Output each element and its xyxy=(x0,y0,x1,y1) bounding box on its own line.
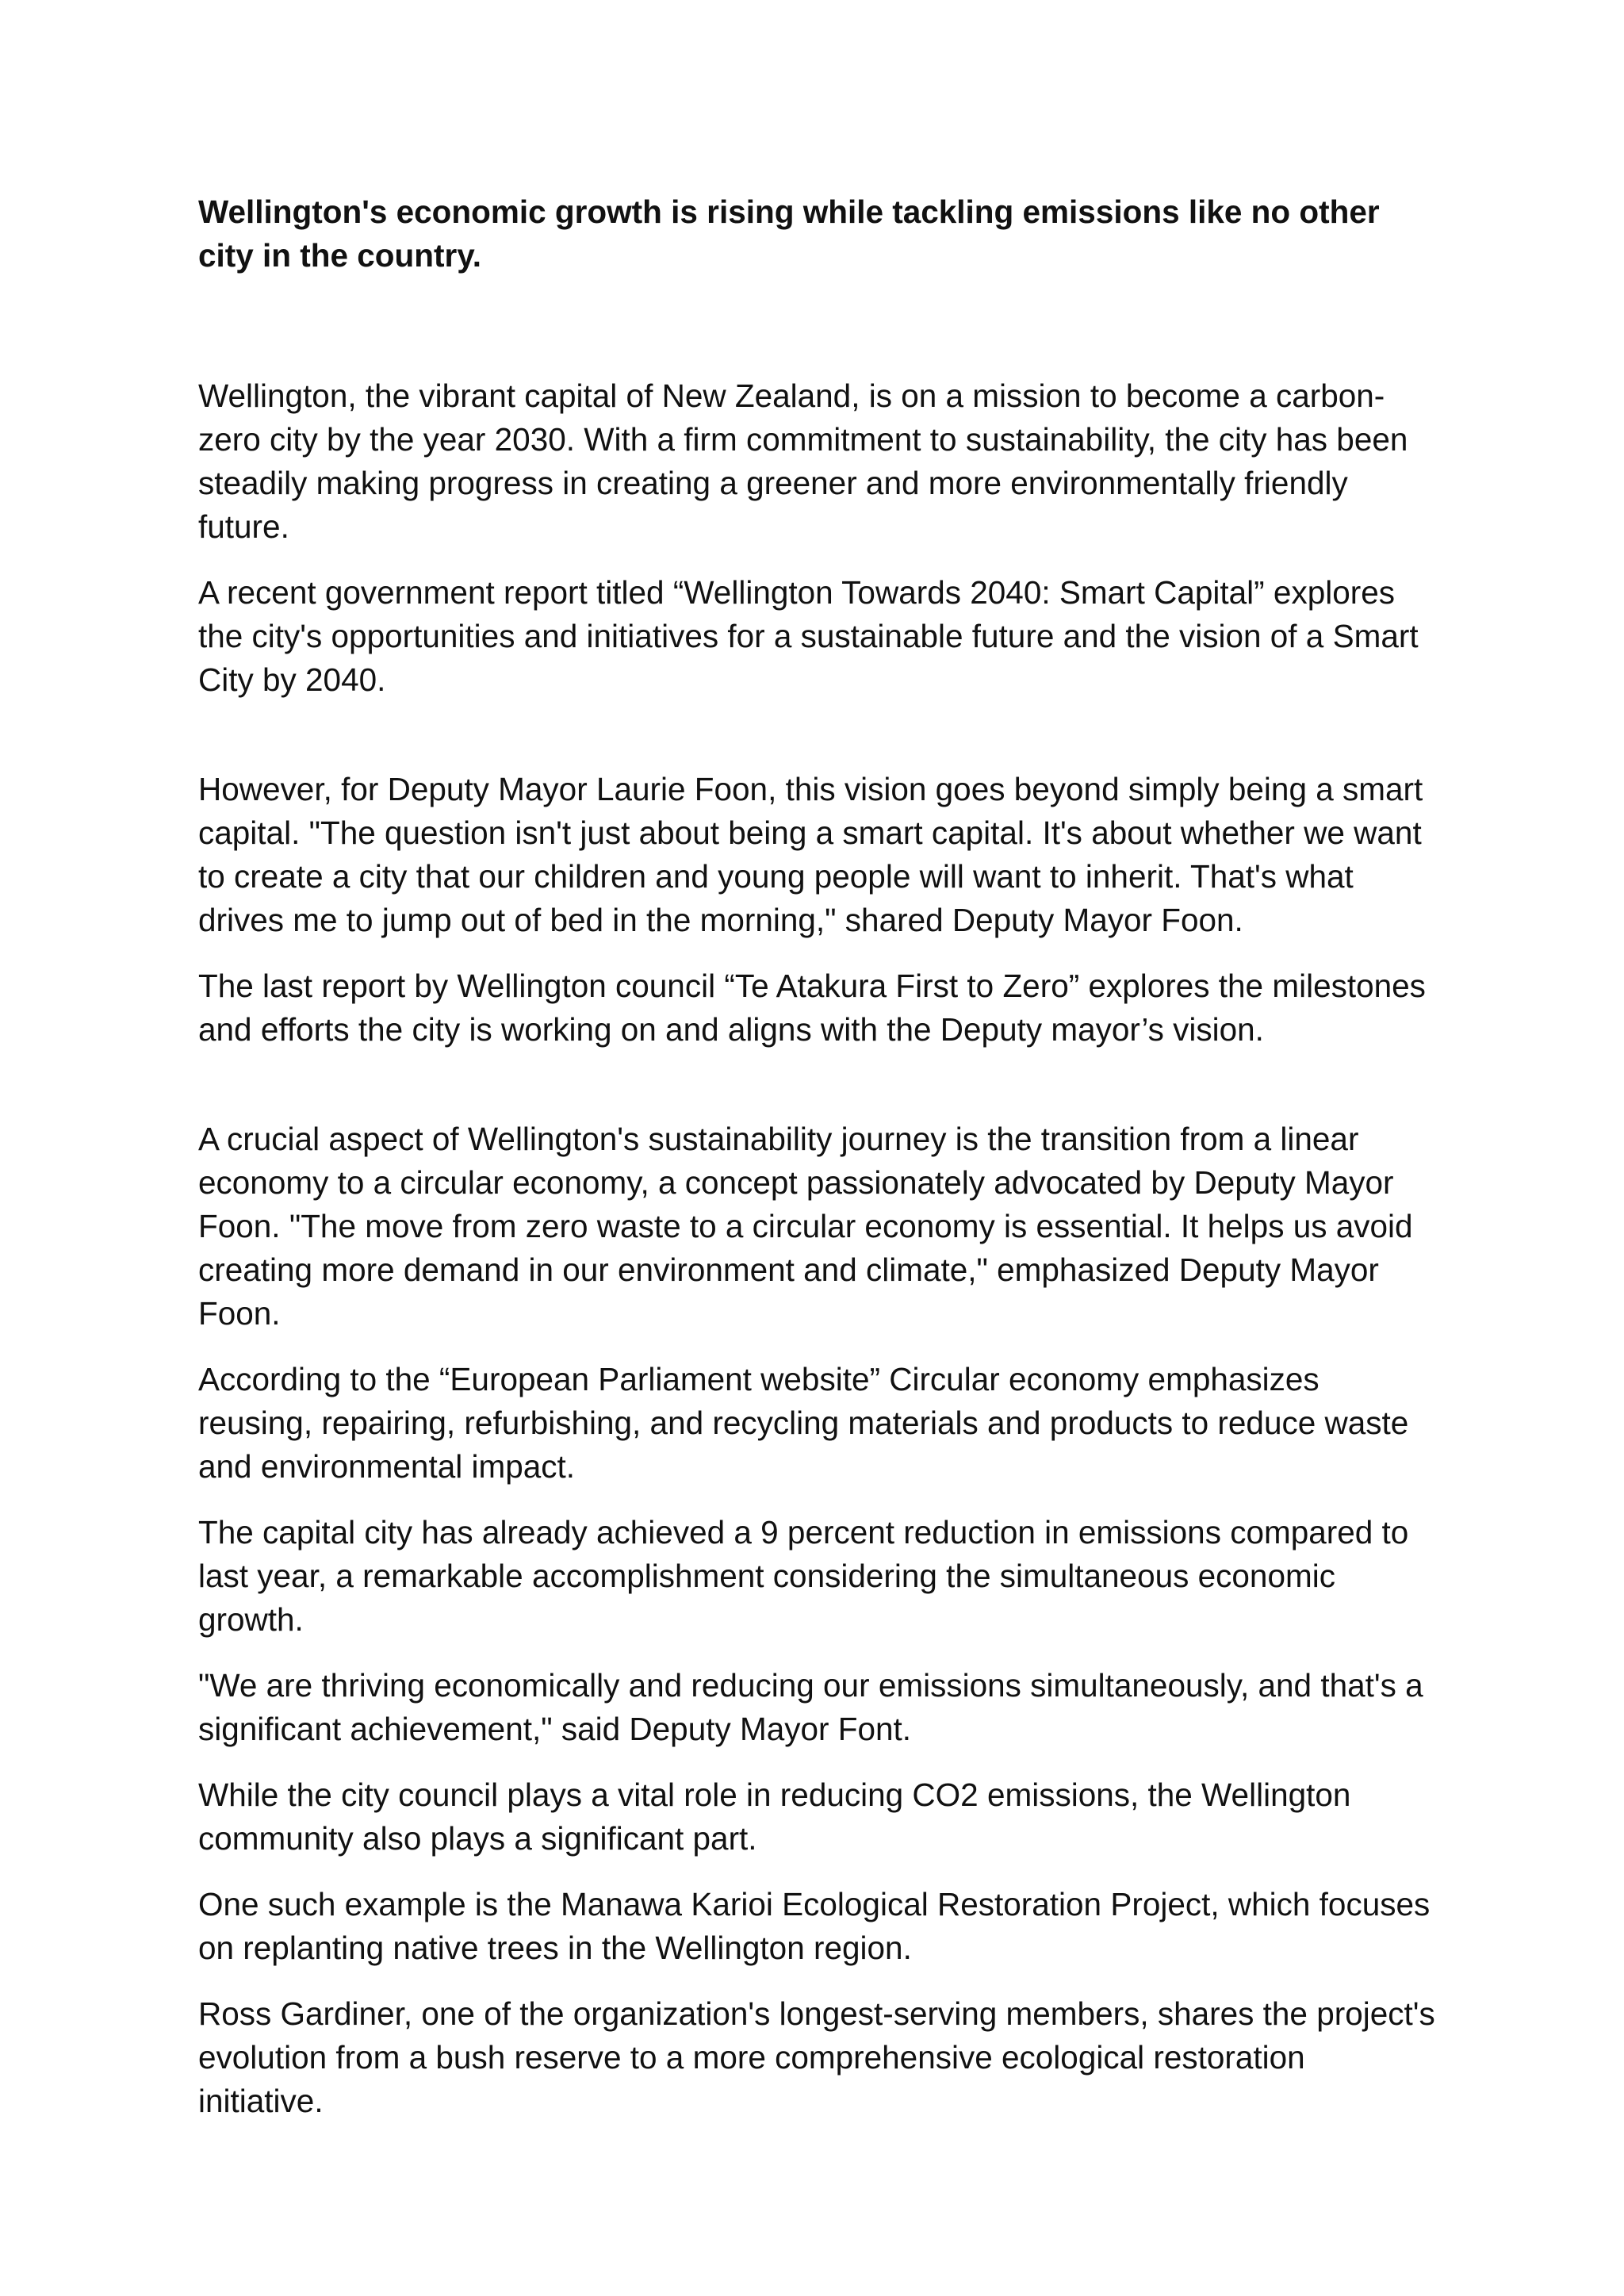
article-headline: Wellington's economic growth is rising while tackling emissions like no other city in the country. xyxy=(198,194,1380,274)
paragraph-ross-gardiner: Ross Gardiner, one of the organization's longest-serving members, shares the project's evolution from a bush reserve to a more comprehensive ecological restoration initiative. xyxy=(198,1995,1435,2119)
paragraph-community-role: While the city council plays a vital role in reducing CO2 emissions, the Wellington community also plays a significant part. xyxy=(198,1777,1351,1857)
paragraph-european-parliament: According to the “European Parliament website” Circular economy emphasizes reusing, repairing, refurbishing, and recycling materials and products to reduce waste and environmental impact. xyxy=(198,1361,1409,1485)
paragraph-circular-economy: A crucial aspect of Wellington's sustainability journey is the transition from a linear economy to a circular economy, a concept passionately advocated by Deputy Mayor Foon. "The move from zero waste to a circular economy is essential. It helps us avoid creating more demand in our environment and climate," emphasized Deputy Mayor Foon. xyxy=(198,1121,1413,1332)
paragraph-carbon-zero-mission: Wellington, the vibrant capital of New Zealand, is on a mission to become a carbon-zero city by the year 2030. With a firm commitment to sustainability, the city has been steadily making progress in creating a greener and more environmentally friendly future. xyxy=(198,378,1408,545)
paragraph-deputy-mayor-vision: However, for Deputy Mayor Laurie Foon, this vision goes beyond simply being a smart capital. "The question isn't just about being a smart capital. It's about whether we want to create a city that our children and young people will want to inherit. That's what drives me to jump out of bed in the morning," shared Deputy Mayor Foon. xyxy=(198,771,1423,938)
paragraph-first-to-zero-report: The last report by Wellington council “Te Atakura First to Zero” explores the milestones and efforts the city is working on and aligns with the Deputy mayor’s vision. xyxy=(198,968,1426,1048)
paragraph-emissions-reduction: The capital city has already achieved a 9 percent reduction in emissions compared to last year, a remarkable accomplishment considering the simultaneous economic growth. xyxy=(198,1514,1409,1638)
article-body xyxy=(198,190,1435,2145)
paragraph-thriving-quote: "We are thriving economically and reducing our emissions simultaneously, and that's a significant achievement," said Deputy Mayor Font. xyxy=(198,1667,1423,1747)
paragraph-manawa-karioi: One such example is the Manawa Karioi Ecological Restoration Project, which focuses on replanting native trees in the Wellington region. xyxy=(198,1886,1431,1966)
paragraph-smart-capital-report: A recent government report titled “Wellington Towards 2040: Smart Capital” explores the city's opportunities and initiatives for a sustainable future and the vision of a Smart City by 2040. xyxy=(198,574,1419,698)
